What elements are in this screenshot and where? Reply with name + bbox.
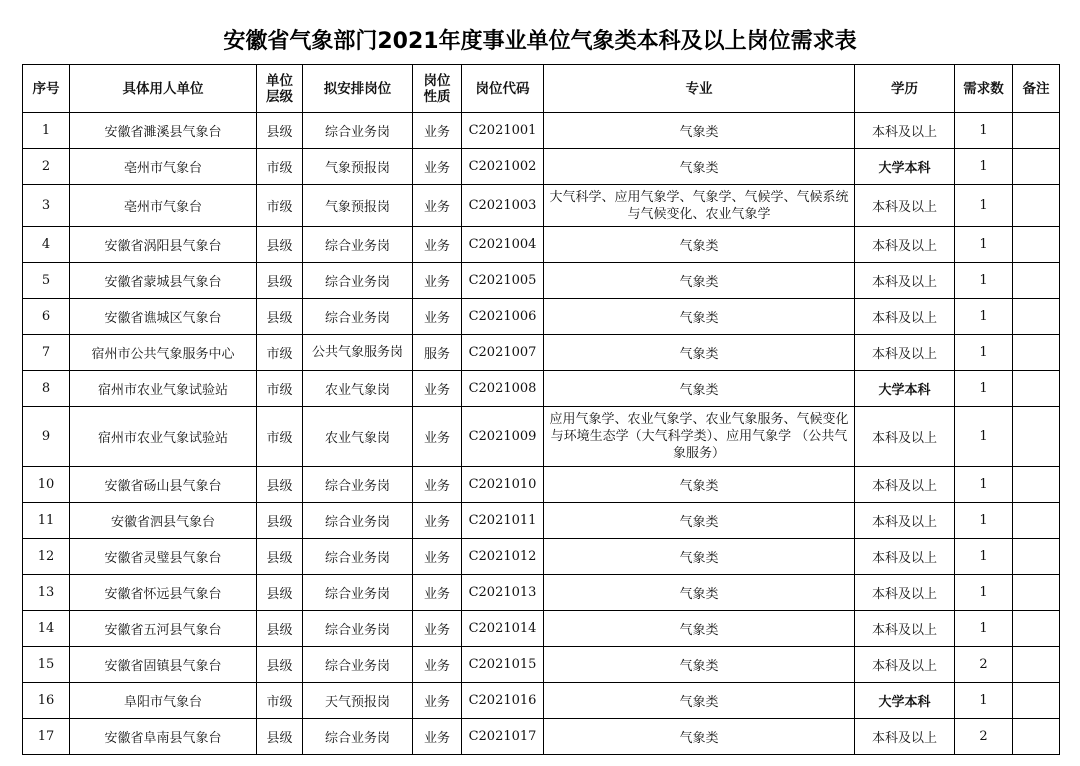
cell-major: 气象类	[544, 227, 855, 263]
table-row	[23, 227, 1060, 263]
cell-major: 气象类	[544, 371, 855, 407]
cell-code: C2021009	[462, 407, 544, 467]
cell-count: 2	[955, 719, 1013, 755]
cell-count: 1	[955, 683, 1013, 719]
table-row	[23, 503, 1060, 539]
cell-no: 1	[23, 113, 70, 149]
cell-level: 县级	[257, 227, 303, 263]
cell-code: C2021007	[462, 335, 544, 371]
table-row	[23, 407, 1060, 467]
cell-no: 3	[23, 185, 70, 227]
cell-edu: 本科及以上	[855, 227, 955, 263]
cell-code: C2021010	[462, 467, 544, 503]
header-post: 拟安排岗位	[303, 65, 413, 113]
cell-post: 天气预报岗	[303, 683, 413, 719]
cell-note	[1013, 539, 1060, 575]
header-level: 单位层级	[257, 65, 303, 113]
cell-unit: 安徽省固镇县气象台	[70, 647, 257, 683]
cell-level: 市级	[257, 335, 303, 371]
cell-nature: 业务	[413, 227, 462, 263]
table-row	[23, 719, 1060, 755]
cell-edu: 大学本科	[855, 683, 955, 719]
cell-level: 县级	[257, 113, 303, 149]
cell-post: 农业气象岗	[303, 371, 413, 407]
cell-unit: 宿州市公共气象服务中心	[70, 335, 257, 371]
cell-post: 综合业务岗	[303, 227, 413, 263]
cell-edu: 本科及以上	[855, 647, 955, 683]
cell-code: C2021011	[462, 503, 544, 539]
cell-count: 1	[955, 407, 1013, 467]
cell-level: 市级	[257, 407, 303, 467]
cell-nature: 业务	[413, 611, 462, 647]
cell-post: 综合业务岗	[303, 719, 413, 755]
cell-nature: 服务	[413, 335, 462, 371]
cell-post: 综合业务岗	[303, 647, 413, 683]
cell-note	[1013, 575, 1060, 611]
cell-edu: 本科及以上	[855, 719, 955, 755]
cell-no: 5	[23, 263, 70, 299]
header-edu: 学历	[855, 65, 955, 113]
cell-post: 综合业务岗	[303, 539, 413, 575]
cell-unit: 安徽省谯城区气象台	[70, 299, 257, 335]
cell-edu: 本科及以上	[855, 575, 955, 611]
cell-post: 综合业务岗	[303, 611, 413, 647]
cell-no: 6	[23, 299, 70, 335]
cell-note	[1013, 407, 1060, 467]
cell-major: 气象类	[544, 467, 855, 503]
cell-post: 综合业务岗	[303, 299, 413, 335]
cell-unit: 安徽省濉溪县气象台	[70, 113, 257, 149]
cell-major: 气象类	[544, 299, 855, 335]
table-header-row	[23, 65, 1060, 113]
cell-level: 县级	[257, 611, 303, 647]
cell-no: 9	[23, 407, 70, 467]
cell-count: 1	[955, 371, 1013, 407]
page-title: 安徽省气象部门2021年度事业单位气象类本科及以上岗位需求表	[223, 29, 857, 54]
cell-code: C2021014	[462, 611, 544, 647]
cell-nature: 业务	[413, 299, 462, 335]
cell-note	[1013, 185, 1060, 227]
cell-count: 1	[955, 611, 1013, 647]
cell-no: 8	[23, 371, 70, 407]
table-row	[23, 647, 1060, 683]
table-row	[23, 371, 1060, 407]
cell-level: 市级	[257, 371, 303, 407]
table-row	[23, 683, 1060, 719]
cell-count: 1	[955, 149, 1013, 185]
header-major: 专业	[544, 65, 855, 113]
cell-major: 气象类	[544, 503, 855, 539]
cell-code: C2021008	[462, 371, 544, 407]
cell-note	[1013, 467, 1060, 503]
cell-level: 县级	[257, 647, 303, 683]
table-row	[23, 263, 1060, 299]
cell-count: 1	[955, 335, 1013, 371]
cell-no: 2	[23, 149, 70, 185]
cell-no: 15	[23, 647, 70, 683]
table-row	[23, 467, 1060, 503]
cell-code: C2021015	[462, 647, 544, 683]
cell-major: 气象类	[544, 149, 855, 185]
cell-no: 16	[23, 683, 70, 719]
cell-nature: 业务	[413, 263, 462, 299]
cell-level: 县级	[257, 575, 303, 611]
cell-nature: 业务	[413, 503, 462, 539]
cell-no: 10	[23, 467, 70, 503]
cell-nature: 业务	[413, 539, 462, 575]
table-row	[23, 611, 1060, 647]
cell-post: 综合业务岗	[303, 263, 413, 299]
header-nature: 岗位性质	[413, 65, 462, 113]
header-note: 备注	[1013, 65, 1060, 113]
cell-unit: 安徽省涡阳县气象台	[70, 227, 257, 263]
cell-code: C2021016	[462, 683, 544, 719]
cell-code: C2021002	[462, 149, 544, 185]
header-no: 序号	[23, 65, 70, 113]
cell-count: 1	[955, 575, 1013, 611]
cell-nature: 业务	[413, 149, 462, 185]
header-code: 岗位代码	[462, 65, 544, 113]
cell-major: 气象类	[544, 611, 855, 647]
cell-unit: 安徽省怀远县气象台	[70, 575, 257, 611]
header-count: 需求数	[955, 65, 1013, 113]
table-row	[23, 149, 1060, 185]
cell-note	[1013, 683, 1060, 719]
cell-nature: 业务	[413, 467, 462, 503]
cell-note	[1013, 611, 1060, 647]
cell-count: 1	[955, 299, 1013, 335]
cell-count: 1	[955, 185, 1013, 227]
header-unit: 具体用人单位	[70, 65, 257, 113]
cell-no: 11	[23, 503, 70, 539]
cell-edu: 本科及以上	[855, 185, 955, 227]
cell-edu: 本科及以上	[855, 263, 955, 299]
cell-post: 综合业务岗	[303, 113, 413, 149]
table-row	[23, 113, 1060, 149]
cell-nature: 业务	[413, 719, 462, 755]
cell-level: 县级	[257, 503, 303, 539]
cell-major: 大气科学、应用气象学、气象学、气候学、气候系统与气候变化、农业气象学	[544, 185, 855, 227]
cell-major: 气象类	[544, 539, 855, 575]
cell-count: 1	[955, 539, 1013, 575]
cell-post: 农业气象岗	[303, 407, 413, 467]
cell-unit: 安徽省蒙城县气象台	[70, 263, 257, 299]
cell-code: C2021012	[462, 539, 544, 575]
requirements-table	[22, 64, 1060, 755]
cell-code: C2021006	[462, 299, 544, 335]
table-row	[23, 185, 1060, 227]
cell-edu: 本科及以上	[855, 539, 955, 575]
cell-post: 综合业务岗	[303, 575, 413, 611]
cell-no: 13	[23, 575, 70, 611]
cell-unit: 安徽省泗县气象台	[70, 503, 257, 539]
cell-unit: 宿州市农业气象试验站	[70, 407, 257, 467]
cell-code: C2021003	[462, 185, 544, 227]
cell-note	[1013, 227, 1060, 263]
cell-count: 2	[955, 647, 1013, 683]
cell-unit: 安徽省五河县气象台	[70, 611, 257, 647]
cell-code: C2021004	[462, 227, 544, 263]
cell-nature: 业务	[413, 113, 462, 149]
cell-note	[1013, 149, 1060, 185]
cell-unit: 宿州市农业气象试验站	[70, 371, 257, 407]
table-row	[23, 335, 1060, 371]
cell-edu: 本科及以上	[855, 113, 955, 149]
cell-count: 1	[955, 467, 1013, 503]
cell-note	[1013, 113, 1060, 149]
cell-level: 县级	[257, 263, 303, 299]
cell-level: 市级	[257, 683, 303, 719]
cell-note	[1013, 719, 1060, 755]
cell-code: C2021005	[462, 263, 544, 299]
cell-unit: 安徽省阜南县气象台	[70, 719, 257, 755]
cell-no: 7	[23, 335, 70, 371]
cell-edu: 本科及以上	[855, 335, 955, 371]
cell-level: 县级	[257, 467, 303, 503]
cell-unit: 安徽省灵璧县气象台	[70, 539, 257, 575]
table-row	[23, 299, 1060, 335]
cell-level: 县级	[257, 299, 303, 335]
cell-unit: 亳州市气象台	[70, 185, 257, 227]
cell-major: 气象类	[544, 335, 855, 371]
cell-level: 县级	[257, 539, 303, 575]
cell-post: 公共气象服务岗	[303, 335, 413, 371]
cell-nature: 业务	[413, 407, 462, 467]
cell-major: 气象类	[544, 575, 855, 611]
cell-note	[1013, 335, 1060, 371]
cell-no: 14	[23, 611, 70, 647]
cell-code: C2021013	[462, 575, 544, 611]
cell-post: 气象预报岗	[303, 149, 413, 185]
cell-edu: 大学本科	[855, 371, 955, 407]
cell-nature: 业务	[413, 185, 462, 227]
cell-level: 县级	[257, 719, 303, 755]
cell-post: 气象预报岗	[303, 185, 413, 227]
cell-unit: 安徽省砀山县气象台	[70, 467, 257, 503]
cell-nature: 业务	[413, 647, 462, 683]
table-row	[23, 539, 1060, 575]
cell-post: 综合业务岗	[303, 467, 413, 503]
cell-note	[1013, 299, 1060, 335]
cell-edu: 本科及以上	[855, 503, 955, 539]
cell-note	[1013, 647, 1060, 683]
cell-note	[1013, 371, 1060, 407]
cell-count: 1	[955, 503, 1013, 539]
cell-code: C2021001	[462, 113, 544, 149]
cell-unit: 亳州市气象台	[70, 149, 257, 185]
cell-count: 1	[955, 263, 1013, 299]
cell-edu: 大学本科	[855, 149, 955, 185]
cell-no: 17	[23, 719, 70, 755]
cell-level: 市级	[257, 185, 303, 227]
cell-no: 4	[23, 227, 70, 263]
cell-post: 综合业务岗	[303, 503, 413, 539]
cell-major: 气象类	[544, 113, 855, 149]
cell-no: 12	[23, 539, 70, 575]
cell-major: 气象类	[544, 263, 855, 299]
cell-level: 市级	[257, 149, 303, 185]
cell-unit: 阜阳市气象台	[70, 683, 257, 719]
cell-edu: 本科及以上	[855, 467, 955, 503]
cell-code: C2021017	[462, 719, 544, 755]
cell-nature: 业务	[413, 371, 462, 407]
cell-count: 1	[955, 113, 1013, 149]
cell-note	[1013, 263, 1060, 299]
cell-edu: 本科及以上	[855, 299, 955, 335]
cell-edu: 本科及以上	[855, 407, 955, 467]
cell-major: 气象类	[544, 683, 855, 719]
cell-major: 应用气象学、农业气象学、农业气象服务、气候变化与环境生态学（大气科学类）、应用气象学 （公共气象服务）	[544, 407, 855, 467]
cell-note	[1013, 503, 1060, 539]
cell-major: 气象类	[544, 719, 855, 755]
cell-edu: 本科及以上	[855, 611, 955, 647]
table-row	[23, 575, 1060, 611]
cell-nature: 业务	[413, 683, 462, 719]
cell-major: 气象类	[544, 647, 855, 683]
cell-count: 1	[955, 227, 1013, 263]
cell-nature: 业务	[413, 575, 462, 611]
